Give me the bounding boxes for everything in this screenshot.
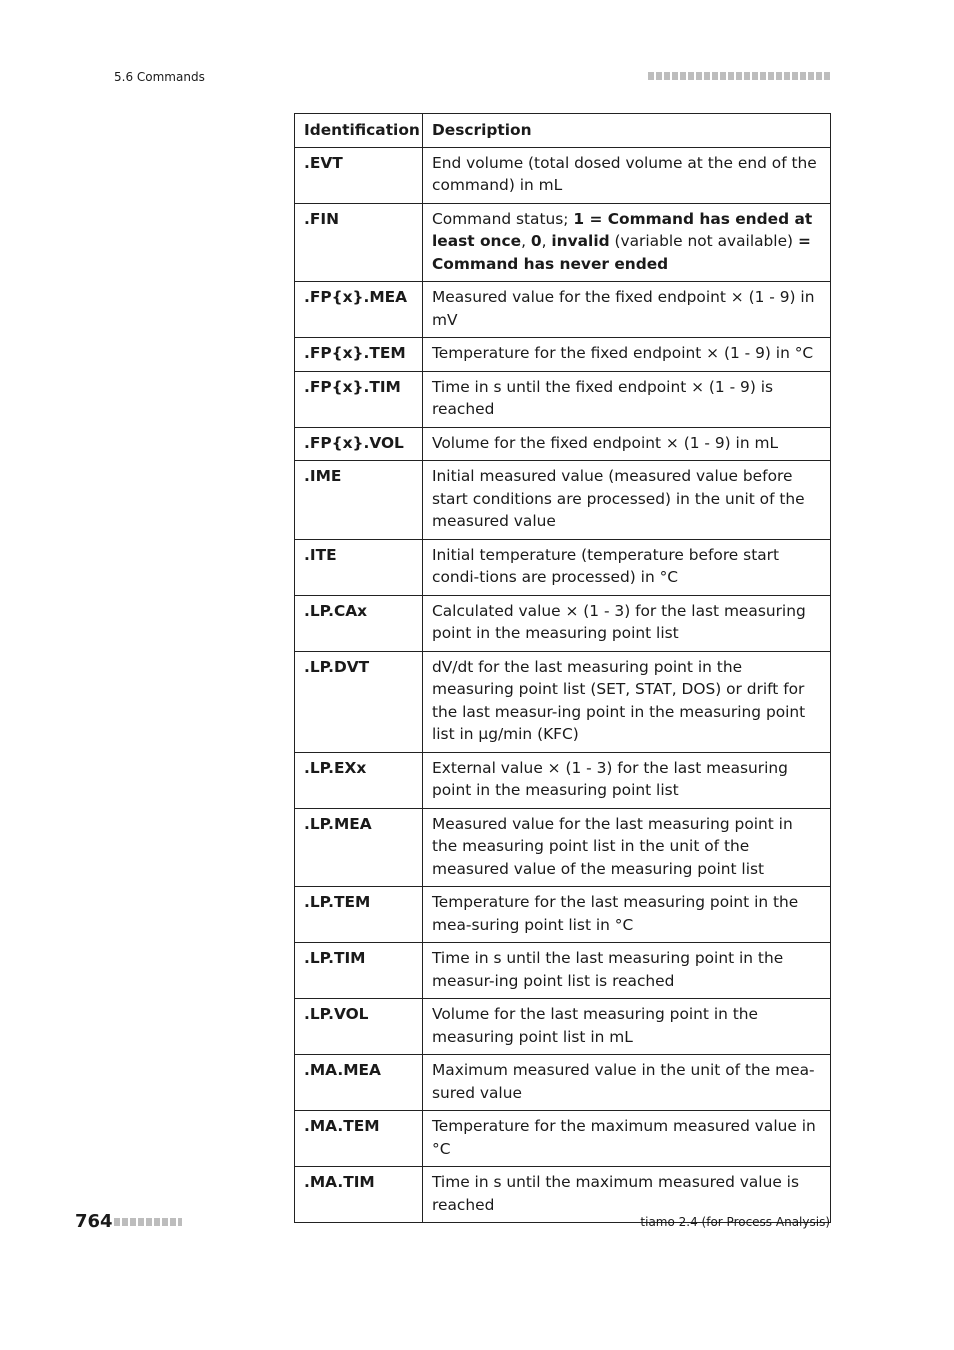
table-header-row [295, 114, 831, 148]
description-cell: Volume for the last measuring point in the measuring point list in mL [423, 999, 831, 1055]
description-fragment: invalid [551, 232, 610, 250]
description-fragment: 1 = Command has ended at least once [432, 209, 813, 250]
table-row [295, 1055, 831, 1111]
table-row [295, 887, 831, 943]
table-row [295, 943, 831, 999]
description-cell: Measured value for the last measuring point in the measuring point list in the unit of the measured value of the measuring point list [423, 808, 831, 887]
description-cell: Temperature for the last measuring point in the mea-suring point list in °C [423, 887, 831, 943]
identification-table [294, 113, 831, 1223]
description-cell: dV/dt for the last measuring point in the measuring point list (SET, STAT, DOS) or drift for the last measur-ing point in the measuring point list in µg/min (KFC) [423, 651, 831, 752]
description-fragment: 0 [530, 232, 542, 250]
column-header-identification: Identification [295, 114, 423, 148]
table-row [295, 1111, 831, 1167]
table-row [295, 461, 831, 540]
table-row [295, 651, 831, 752]
description-fragment: = Command has never ended [432, 232, 811, 273]
identification-cell: .IME [295, 461, 423, 540]
description-cell: Calculated value × (1 - 3) for the last measuring point in the measuring point list [423, 595, 831, 651]
table-row [295, 539, 831, 595]
identification-cell: .LP.TIM [295, 943, 423, 999]
identification-cell: .FP{x}.TIM [295, 371, 423, 427]
description-cell: Maximum measured value in the unit of the mea-sured value [423, 1055, 831, 1111]
identification-cell: .LP.DVT [295, 651, 423, 752]
table-row [295, 338, 831, 372]
identification-cell: .EVT [295, 147, 423, 203]
table-row [295, 427, 831, 461]
section-title: 5.6 Commands [114, 70, 205, 84]
description-fragment: (variable not available) [609, 232, 798, 250]
table-row [295, 595, 831, 651]
table-row [295, 371, 831, 427]
identification-cell: .LP.TEM [295, 887, 423, 943]
table-row [295, 147, 831, 203]
identification-cell: .FP{x}.MEA [295, 282, 423, 338]
description-cell: Time in s until the maximum measured value is reached [423, 1167, 831, 1223]
description-cell: Temperature for the fixed endpoint × (1 - 9) in °C [423, 338, 831, 372]
description-cell: Volume for the fixed endpoint × (1 - 9) in mL [423, 427, 831, 461]
identification-cell: .LP.EXx [295, 752, 423, 808]
description-fragment: , [541, 232, 552, 250]
description-cell: End volume (total dosed volume at the end of the command) in mL [423, 147, 831, 203]
identification-cell: .LP.MEA [295, 808, 423, 887]
product-name: tiamo 2.4 (for Process Analysis) [640, 1215, 830, 1229]
description-cell: Time in s until the last measuring point in the measur-ing point list is reached [423, 943, 831, 999]
description-fragment: Command status; [432, 209, 574, 228]
table-row [295, 808, 831, 887]
identification-cell: .FP{x}.TEM [295, 338, 423, 372]
description-cell [423, 203, 831, 282]
table-row [295, 752, 831, 808]
description-cell: Temperature for the maximum measured value in °C [423, 1111, 831, 1167]
description-cell: Initial temperature (temperature before start condi-tions are processed) in °C [423, 539, 831, 595]
identification-cell: .ITE [295, 539, 423, 595]
column-header-description: Description [423, 114, 831, 148]
description-cell: Initial measured value (measured value before start conditions are processed) in the unit of the measured value [423, 461, 831, 540]
description-fragment: , [521, 232, 531, 250]
table-row [295, 999, 831, 1055]
header-dots-decoration [648, 72, 830, 80]
identification-cell: .LP.VOL [295, 999, 423, 1055]
table-row [295, 282, 831, 338]
description-cell: Measured value for the fixed endpoint × (1 - 9) in mV [423, 282, 831, 338]
description-cell: Time in s until the fixed endpoint × (1 - 9) is reached [423, 371, 831, 427]
table-row [295, 203, 831, 282]
footer-dots-decoration [114, 1218, 182, 1226]
identification-cell: .LP.CAx [295, 595, 423, 651]
identification-cell: .MA.TIM [295, 1167, 423, 1223]
description-cell: External value × (1 - 3) for the last measuring point in the measuring point list [423, 752, 831, 808]
identification-cell: .MA.MEA [295, 1055, 423, 1111]
identification-cell: .MA.TEM [295, 1111, 423, 1167]
table-body [295, 147, 831, 1223]
page-number: 764 [75, 1211, 113, 1232]
identification-cell: .FP{x}.VOL [295, 427, 423, 461]
identification-cell: .FIN [295, 203, 423, 282]
